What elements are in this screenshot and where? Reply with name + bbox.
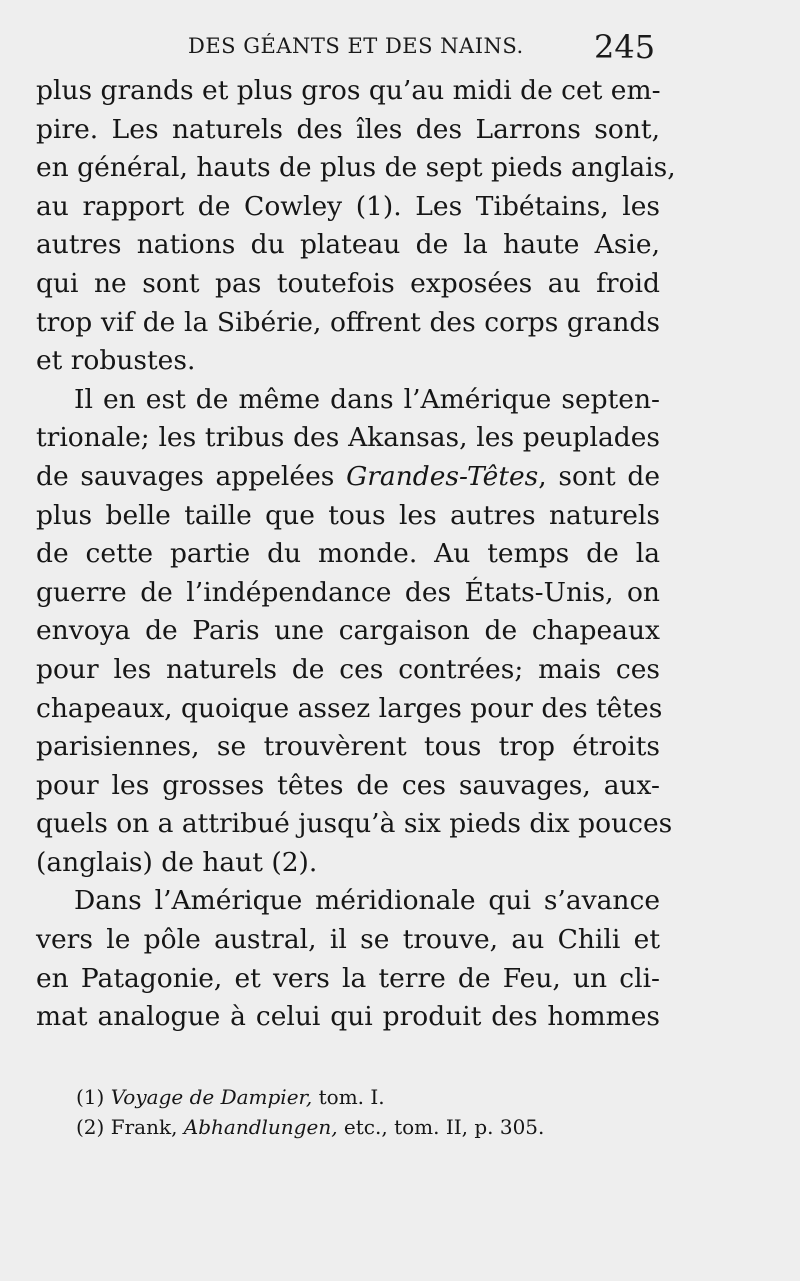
- text-line: pour les grosses têtes de ces sauvages, aux-: [36, 769, 660, 801]
- footnote-marker: (2): [76, 1115, 105, 1139]
- text-fragment: , sont de: [538, 460, 661, 492]
- footnote-text: etc., tom. II, p. 305.: [343, 1115, 545, 1139]
- text-line: trop vif de la Sibérie, offrent des corps grands: [36, 306, 660, 338]
- footnotes: [76, 1082, 636, 1142]
- text-line: chapeaux, quoique assez larges pour des têtes: [36, 692, 663, 724]
- text-line: parisiennes, se trouvèrent tous trop étroits: [36, 731, 660, 763]
- running-title: DES GÉANTS ET DES NAINS.: [188, 34, 524, 58]
- footnote-marker: (1): [76, 1085, 105, 1109]
- text-line: (anglais) de haut (2).: [36, 846, 318, 878]
- text-line: plus grands et plus gros qu’au midi de cet em-: [36, 75, 661, 106]
- text-line: vers le pôle austral, il se trouve, au Chili et: [36, 924, 660, 956]
- footnote-text: tom. I.: [318, 1085, 385, 1109]
- text-line: pour les naturels de ces contrées; mais ces: [36, 653, 660, 685]
- text-line: envoya de Paris une cargaison de chapeaux: [36, 615, 660, 647]
- text-line: en général, hauts de plus de sept pieds anglais,: [36, 152, 676, 184]
- text-line: de cette partie du monde. Au temps de la: [36, 538, 660, 570]
- text-line: Il en est de même dans l’Amérique septen-: [74, 383, 660, 415]
- text-line: Dans l’Amérique méridionale qui s’avance: [74, 885, 660, 917]
- text-line: mat analogue à celui qui produit des hommes: [36, 1001, 660, 1033]
- footnote-title: Voyage de Dampier,: [110, 1085, 313, 1109]
- text-line: au rapport de Cowley (1). Les Tibétains, les: [36, 190, 660, 222]
- footnote-author: Frank,: [110, 1115, 178, 1139]
- text-line: qui ne sont pas toutefois exposées au froid: [36, 267, 660, 299]
- text-line: et robustes.: [36, 345, 196, 377]
- text-line: quels on a attribué jusqu’à six pieds dix pouces: [36, 808, 673, 840]
- text-line: plus belle taille que tous les autres naturels: [36, 499, 660, 531]
- text-line: autres nations du plateau de la haute Asie,: [36, 229, 660, 261]
- text-line: en Patagonie, et vers la terre de Feu, un cli-: [36, 962, 660, 994]
- text-fragment: de sauvages appelées: [36, 460, 335, 492]
- body-text: [36, 72, 676, 1037]
- text-line: pire. Les naturels des îles des Larrons sont,: [36, 113, 660, 145]
- footnote-title: Abhandlungen,: [183, 1115, 338, 1139]
- footnote-2: [76, 1112, 636, 1142]
- text-line: trionale; les tribus des Akansas, les peuplades: [36, 422, 660, 454]
- footnote-1: [76, 1082, 636, 1112]
- text-line: guerre de l’indépendance des États-Unis, on: [36, 576, 660, 608]
- text-line-with-italic: [36, 458, 660, 497]
- page-number: 245: [594, 28, 656, 66]
- italic-term: Grandes-Têtes: [346, 460, 539, 492]
